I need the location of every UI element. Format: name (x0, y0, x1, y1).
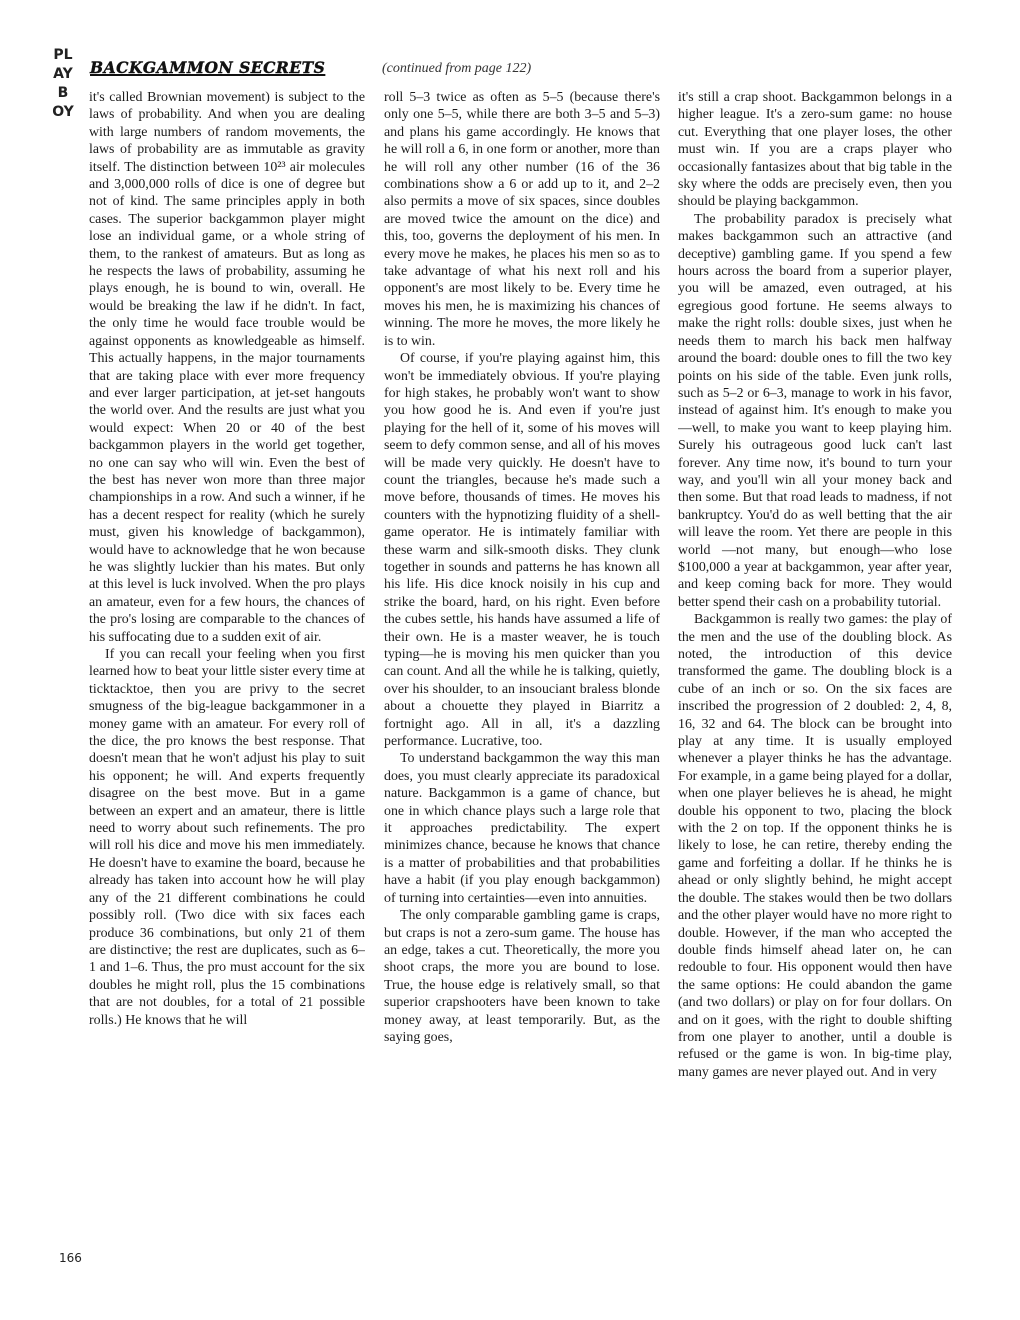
text-column-2 (384, 89, 660, 1271)
page-number: 166 (59, 1251, 82, 1265)
continued-note: (continued from page 122) (382, 61, 532, 76)
paragraph: Of course, if you're playing against him, this won't be immediately obvious. If you're playing for high stakes, he probably won't want to show you how good he is. And even if you're just playing for the hell of it, some of his moves will seem to defy common sense, and all of his moves will be made very quickly. He doesn't have to count the triangles, because he's made such a move before, thousands of times. He moves his counters with the hypnotizing fluidity of a shell-game operator. He is intimately familiar with these warm and silk-smooth disks. They clunk together in sounds and patterns he has known all his life. His dice knock noisily in his cup and strike the board, hard, on his right. Even before the cubes settle, his hands have assumed a life of their own. He is a master weaver, he is touch typing—he is moving his men quicker than you can count. And all the while he is talking, quietly, over his shoulder, to an insouciant braless blonde about a chouette they played in Biarritz a fortnight ago. All in all, it's a dazzling performance. Lucrative, too. (384, 351, 660, 750)
text-column-3 (678, 89, 952, 1271)
paragraph: If you can recall your feeling when you first learned how to beat your little sister every time at ticktacktoe, then you are privy to the secret smugness of the big-league backgammoner in a money game with an amateur. For every roll of the dice, the pro knows the best response. That doesn't mean that he won't adjust his play to suit his opponent; he will. And experts frequently disagree on the best move. But in a game between an expert and an amateur, there is little need to worry about such refinements. The pro will roll his dice and move his men immediately. He doesn't have to examine the board, because he already has taken into account how he will play any of the 21 different combinations he could possibly roll. (Two dice with six faces each produce 36 combinations, but only 21 of them are distinctive; the rest are duplicates, such as 6–1 and 1–6. Thus, the pro must account for the six doubles he might roll, plus the 15 combinations that are not doubles, for a total of 21 possible rolls.) He knows that he will (89, 647, 365, 1028)
text-column-1 (89, 89, 365, 1271)
magazine-name: PLAYBOY (52, 47, 74, 120)
paragraph: roll 5–3 twice as often as 5–5 (because there's only one 5–5, while there are both 3–5 and 5–3) and plans his game accordingly. He knows that he will roll a 6, in one form or another, more than he will roll any other number (16 of the 36 combinations show a 6 or add up to it, and 2–2 also permits a move of six spaces, since doubles are moved twice the amount on the dice) and this, too, governs the deployment of his men. In every move he makes, he places his men so as to take advantage of what his next roll and his opponent's are most likely to be. Every time he moves his men, he is maximizing his chances of winning. The more he moves, the more likely he is to win. (384, 90, 660, 349)
paragraph: The only comparable gambling game is craps, but craps is not a zero-sum game. The house has an edge, takes a cut. Theoretically, the more you shoot craps, the more you are bound to lose. True, the house edge is relatively small, so that superior crapshooters have been known to take money away, at least temporarily. But, as the saying goes, (384, 908, 660, 1045)
paragraph: Backgammon is really two games: the play of the men and the use of the doubling block. As noted, the introduction of this device transformed the game. The doubling block is a cube of an inch or so. On the six faces are inscribed the progression of 2 doubled: 2, 4, 8, 16, 32 and 64. The block can be brought into play at any time. It is usually employed whenever a player thinks he has the advantage. For example, in a game being played for a dollar, when one player believes he is ahead, he might double his opponent to two, placing the block with the 2 on top. If the opponent thinks he is likely to lose, he can retire, thereby ending the game and forfeiting a dollar. If he thinks he is ahead or only slightly behind, he might accept the double. The stakes would then be two dollars and the other player would have no more right to double. However, if the man who accepted the double finds himself ahead later on, he can redouble to four. His opponent would then have the same options: He could abandon the game (and two dollars) or play on for four dollars. On and on it goes, with the right to double shifting from one player to another, until a double is refused or the game is won. In big-time play, many games are never played out. And in very (678, 612, 952, 1080)
paragraph: The probability paradox is precisely what makes backgammon such an attractive (and deceptive) gambling game. If you spend a few hours across the board from a superior player, you will be amazed, even outraged, at his egregious good fortune. He seems always to make the right rolls: double sixes, just when he needs them to march his back men halfway around the board: double ones to fill the two key points on his side of the table. Even junk rolls, such as 5–2 or 6–3, manage to work in his favor, instead of against him. It's enough to make you—well, to make you want to keep playing him. Surely his outrageous good luck can't last forever. Any time now, it's bound to turn your way, and you'll win all your money back and then some. But that road leads to madness, if not bankruptcy. You'd do as well betting that the air will leave the room. Yet there are people in this world —not many, but enough—who lose $100,000 a year at backgammon, year after year, and keep coming back for more. They would better spend their cash on a probability tutorial. (678, 211, 952, 610)
paragraph: it's called Brownian movement) is subject to the laws of probability. And when you are dealing with large numbers of random movements, the laws of probability are as immutable as gravity itself. The distinction between 10²³ air molecules and 3,000,000 rolls of dice is one of degree but not of kind. The same principles apply in both cases. The superior backgammon player might lose an individual game, or a whole string of them, to the rankest of amateurs. But as long as he respects the laws of probability, assuming he plays enough, he is bound to win, overall. He would be breaking the law if he didn't. In fact, the only time he would face trouble would be against opponents as knowledgeable as himself. This actually happens, in the major tournaments that are taking place with ever more frequency and ever larger participation, at jet-set hangouts the world over. And the results are just what you would expect: When 20 or 40 of the best backgammon players in the world get together, no one can say who will win. Even the best of the best has never won more than three major championships in a row. And such a winner, if he has a decent respect for reality (which he surely must, given his knowledge of backgammon), would have to acknowledge that he won because he was slightly luckier than his mates. But only at this level is luck involved. When the pro plays an amateur, even for a few hours, the chances of the pro's losing are comparable to the chances of his suffocating due to a sudden exit of air. (89, 90, 365, 645)
article-title: BACKGAMMON SECRETS (90, 58, 326, 77)
paragraph: To understand backgammon the way this man does, you must clearly appreciate its paradoxical nature. Backgammon is a game of chance, but one in which chance plays such a large role that it approaches predictability. The expert minimizes chance, because he knows that chance is a matter of probabilities and that probabilities have a habit (if you play enough backgammon) of turning into certainties—even into annuities. (384, 751, 660, 906)
paragraph: it's still a crap shoot. Backgammon belongs in a higher league. It's a zero-sum game: no house cut. Everything that one player loses, the other must win. If you are a craps player who occasionally fantasizes about that big table in the sky where the odds are precisely even, then you should be playing backgammon. (678, 90, 952, 210)
